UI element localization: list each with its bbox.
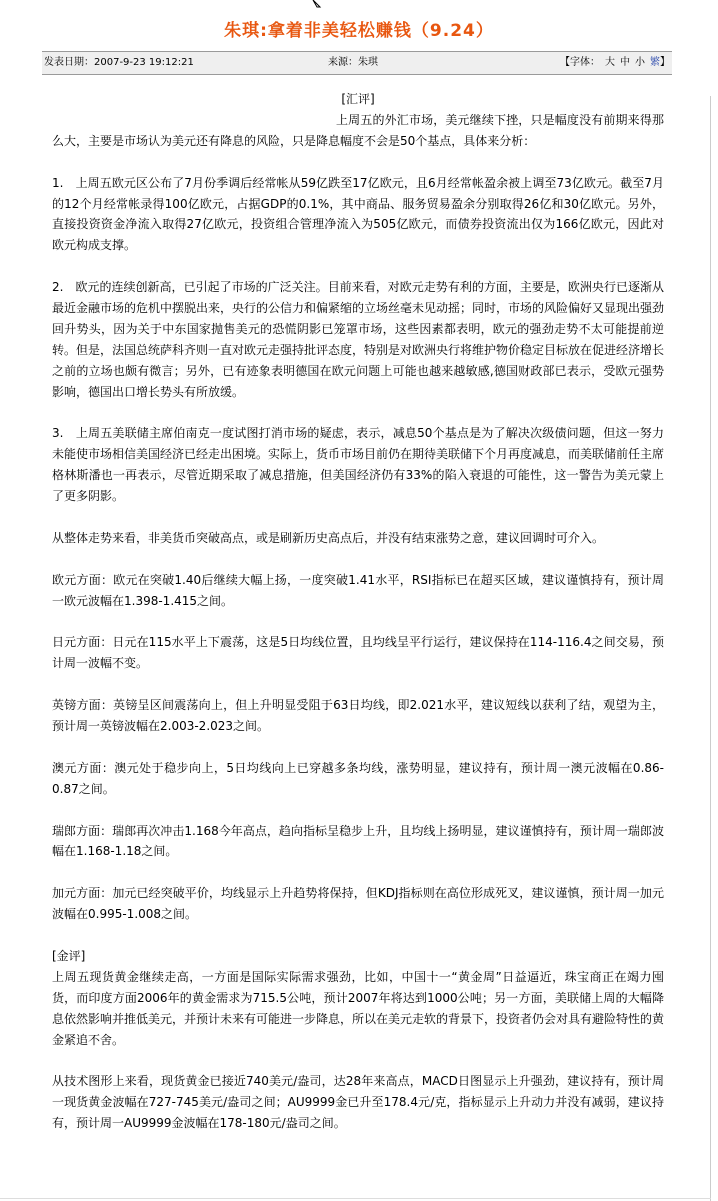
page-frame-right <box>710 96 711 1201</box>
mouse-cursor-icon <box>312 0 324 8</box>
gold-fundamentals-paragraph: 上周五现货黄金继续走高，一方面是国际实际需求强劲，比如，中国十一“黄金周”日益逼近，珠宝商正在竭力囤货，而印度方面2006年的黄金需求为715.5公吨，预计2007年将达到1000公吨；另一方面，美联储上周的大幅降息依然影响并推低美元，并预计未来有可能进一步降息，所以在美元走软的背景下，投资者仍会对具有避险特性的黄金紧追不舍。 <box>52 969 665 1047</box>
font-small-link[interactable]: 小 <box>635 57 645 68</box>
font-large-link[interactable]: 大 <box>605 57 615 68</box>
traditional-chinese-link[interactable]: 繁 <box>650 57 660 68</box>
point-2-paragraph: 2. 欧元的连续创新高，已引起了市场的广泛关注。目前来看，对欧元走势有利的方面，主要是，欧洲央行已逐渐从最近金融市场的危机中摆脱出来，央行的公信力和偏紧缩的立场丝毫未见动摇；同时，市场的风险偏好又显现出强劲回升势头，因为关于中东国家抛售美元的恐慌阴影已笼罩市场，这些因素都表明，欧元的强劲走势不太可能提前逆转。但是，法国总统萨科齐则一直对欧元走强持批评态度，特别是对欧洲央行将维护物价稳定目标放在促进经济增长之前的立场也颇有微言；另外，已有迹象表明德国在欧元问题上可能也越来越敏感,德国财政部已表示，受欧元强势影响，德国出口增长势头有所放缓。 <box>52 280 665 399</box>
article-source: 来源：朱琪 <box>328 57 378 68</box>
article-meta-bar <box>42 51 672 75</box>
page-frame-bottom <box>0 1198 711 1199</box>
aud-paragraph: 澳元方面：澳元处于稳步向上，5日均线向上已穿越多条均线，涨势明显，建议持有，预计周一澳元波幅在0.86-0.87之间。 <box>52 760 664 796</box>
cad-paragraph: 加元方面：加元已经突破平价，均线显示上升趋势将保持，但KDJ指标则在高位形成死叉，建议谨慎，预计周一加元波幅在0.995-1.008之间。 <box>52 886 664 922</box>
overall-trend-paragraph: 从整体走势来看，非美货币突破高点，或是刷新历史高点后，并没有结束涨势之意，建议回调时可介入。 <box>52 530 605 545</box>
gold-commentary-heading: [金评] <box>52 948 86 963</box>
euro-paragraph: 欧元方面：欧元在突破1.40后继续大幅上扬，一度突破1.41水平，RSI指标已在超买区域，建议谨慎持有，预计周一欧元波幅在1.398-1.415之间。 <box>52 572 664 608</box>
font-size-switcher <box>560 52 670 74</box>
yen-paragraph: 日元方面：日元在115水平上下震荡，这是5日均线位置，且均线呈平行运行，建议保持在114-116.4之间交易，预计周一波幅不变。 <box>52 635 664 671</box>
pound-paragraph: 英镑方面：英镑呈区间震荡向上，但上升明显受阻于63日均线，即2.021水平，建议短线以获利了结，观望为主，预计周一英镑波幅在2.003-2.023之间。 <box>52 698 664 734</box>
chf-paragraph: 瑞郎方面：瑞郎再次冲击1.168今年高点，趋向指标呈稳步上升，且均线上扬明显，建议谨慎持有，预计周一瑞郎波幅在1.168-1.18之间。 <box>52 823 664 859</box>
fx-commentary-heading: [汇评] <box>341 92 375 106</box>
font-size-label-end: 】 <box>660 57 670 68</box>
font-size-label: 【字体： <box>560 57 600 68</box>
article-title: 朱琪:拿着非美轻松赚钱（9.24） <box>224 21 494 41</box>
publish-date: 发表日期：2007-9-23 19:12:21 <box>44 57 194 68</box>
point-1-paragraph: 1. 上周五欧元区公布了7月份季调后经常帐从59亿跌至17亿欧元，且6月经常帐盈余被上调至73亿欧元。截至7月的12个月经常帐录得100亿欧元，占据GDP的0.1%，其中商品、服务贸易盈余分别取得26亿和30亿欧元。另外，直接投资资金净流入取得27亿欧元，投资组合管理净流入为505亿欧元，而债券投资流出仅为166亿欧元，因此对欧元构成支撑。 <box>52 175 664 253</box>
font-medium-link[interactable]: 中 <box>620 57 630 68</box>
article-body <box>52 89 664 1134</box>
fx-intro-paragraph: 上周五的外汇市场，美元继续下挫，只是幅度没有前期来得那么大，主要是市场认为美元还有降息的风险，只是降息幅度不会是50个基点，具体来分析： <box>52 112 664 148</box>
point-3-paragraph: 3. 上周五美联储主席伯南克一度试图打消市场的疑虑，表示，减息50个基点是为了解决次级债问题，但这一努力未能使市场相信美国经济已经走出困境。实际上，货币市场目前仍在期待美联储下个月再度减息，而美联储前任主席格林斯潘也一再表示，尽管近期采取了减息措施，但美国经济仍有33%的陷入衰退的可能性，这一警告为美元蒙上了更多阴影。 <box>52 426 665 504</box>
gold-technical-paragraph: 从技术图形上来看，现货黄金已接近740美元/盎司，达28年来高点，MACD日图显示上升强劲，建议持有，预计周一现货黄金波幅在727-745美元/盎司之间；AU9999金已升至178.4元/克，指标显示上升动力并没有减弱，建议持有，预计周一AU9999金波幅在178-180元/盎司之间。 <box>52 1074 664 1131</box>
